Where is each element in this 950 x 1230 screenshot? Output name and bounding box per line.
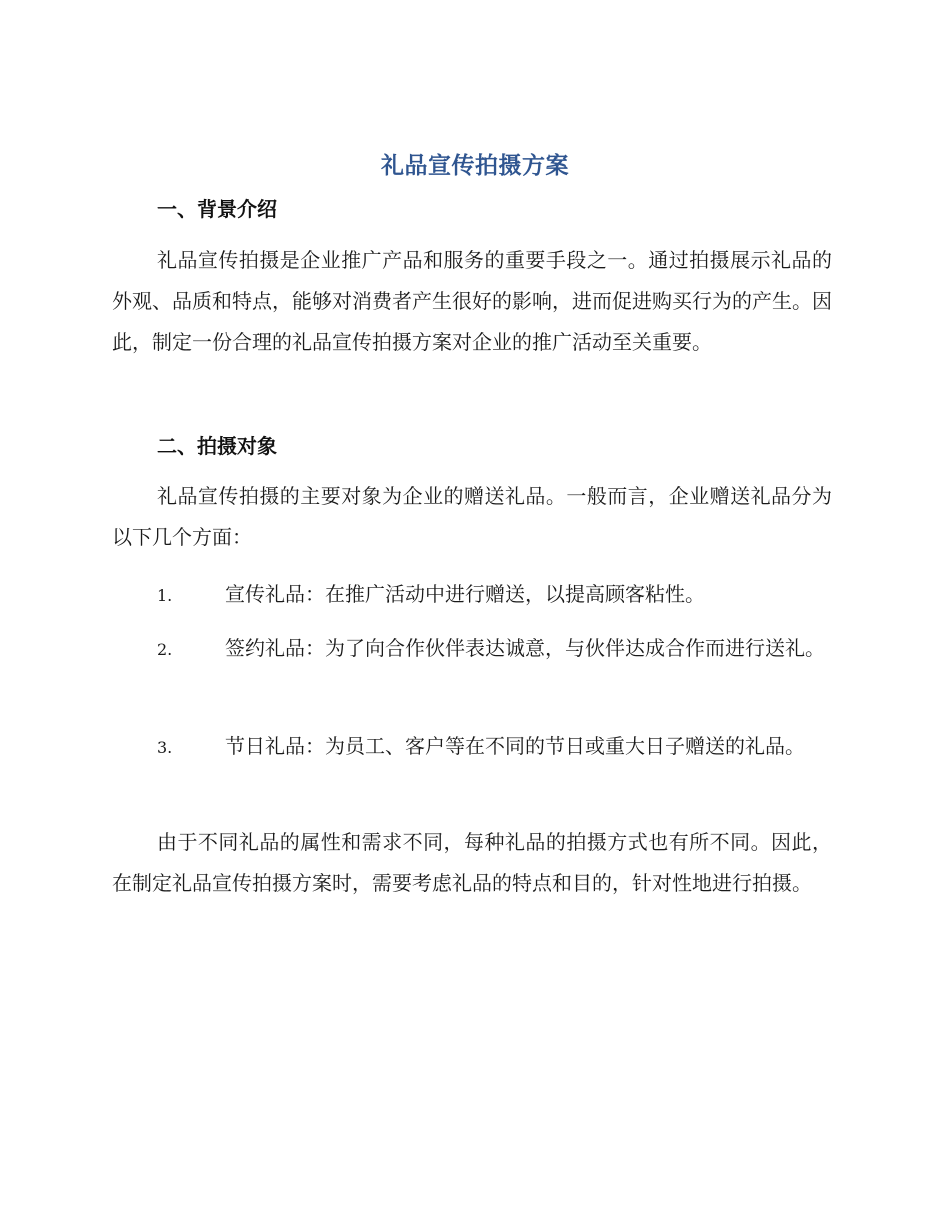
document-title: 礼品宣传拍摄方案 (381, 153, 569, 179)
list-item-text: 宣传礼品：在推广活动中进行赠送，以提高顾客粘性。 (225, 582, 705, 606)
list-item (112, 572, 832, 618)
list-item (112, 724, 832, 770)
paragraph-background: 礼品宣传拍摄是企业推广产品和服务的重要手段之一。通过拍摄展示礼品的外观、品质和特点，能够对消费者产生很好的影响，进而促进购买行为的产生。因此，制定一份合理的礼品宣传拍摄方案对企业的推广活动至关重要。 (112, 248, 832, 354)
list-item-number: 3. (157, 738, 173, 757)
section-heading-subjects: 二、拍摄对象 (157, 434, 277, 458)
list-item-text: 签约礼品：为了向合作伙伴表达诚意，与伙伴达成合作而进行送礼。 (225, 636, 825, 660)
list-item (112, 626, 832, 672)
list-item-text: 节日礼品：为员工、客户等在不同的节日或重大日子赠送的礼品。 (225, 734, 805, 758)
list-item-number: 1. (157, 586, 173, 605)
section-heading-background: 一、背景介绍 (157, 197, 277, 221)
paragraph-subjects-intro: 礼品宣传拍摄的主要对象为企业的赠送礼品。一般而言，企业赠送礼品分为以下几个方面： (112, 484, 832, 549)
paragraph-subjects-closing: 由于不同礼品的属性和需求不同，每种礼品的拍摄方式也有所不同。因此，在制定礼品宣传拍摄方案时，需要考虑礼品的特点和目的，针对性地进行拍摄。 (112, 830, 832, 895)
list-item-number: 2. (157, 640, 173, 659)
